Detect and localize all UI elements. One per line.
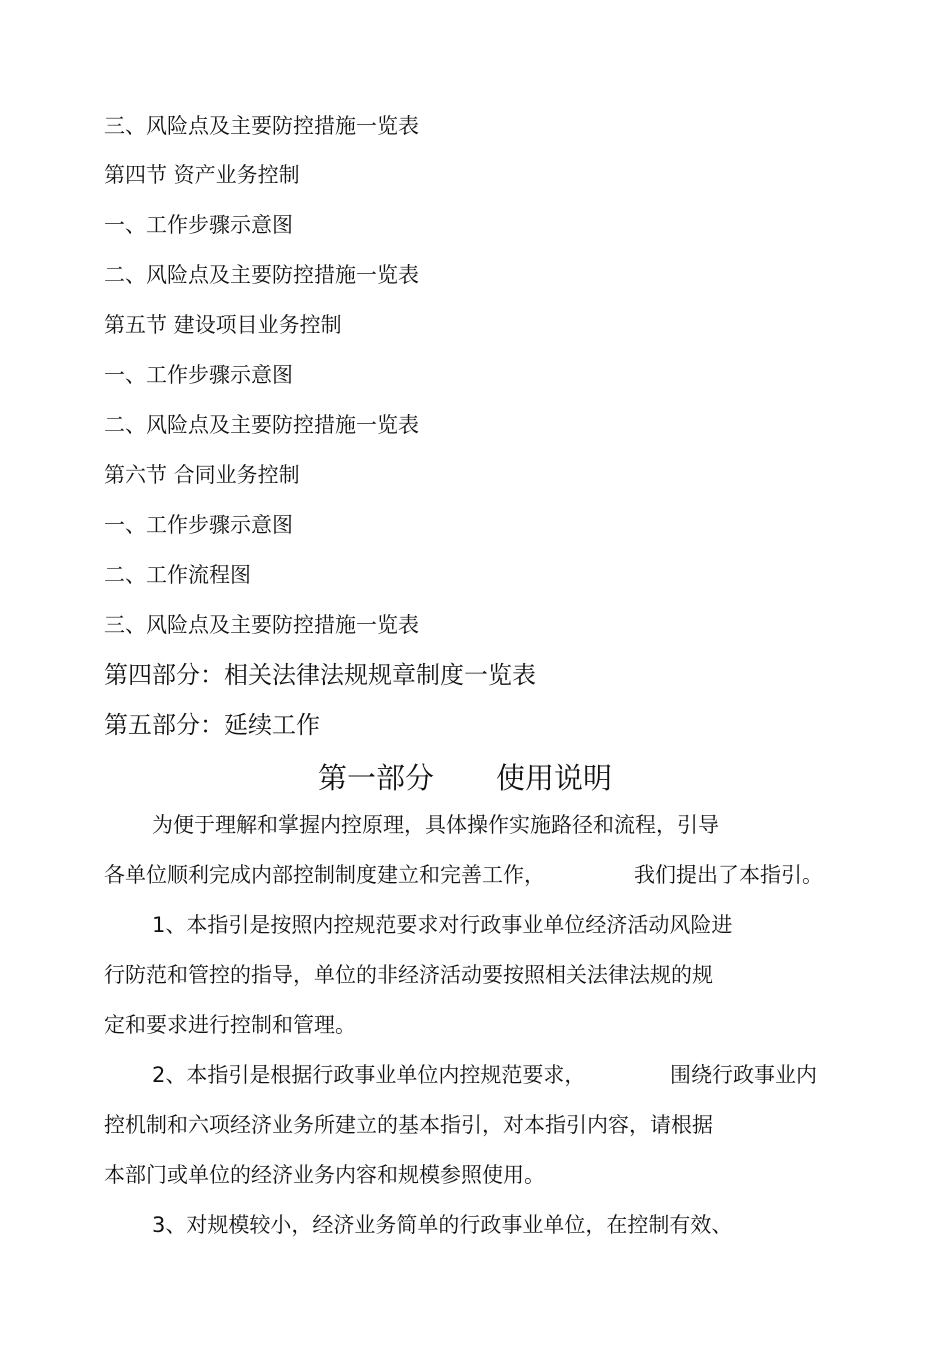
title-part: 第一部分 (318, 761, 435, 795)
paragraph-line: 为便于理解和掌握内控原理，具体操作实施路径和流程，引导 (152, 813, 719, 837)
paragraph-line: 本部门或单位的经济业务内容和规模参照使用。 (104, 1163, 545, 1187)
paragraph-line: 行防范和管控的指导，单位的非经济活动要按照相关法律法规的规 (104, 963, 713, 987)
toc-item: 一、工作步骤示意图 (104, 213, 293, 237)
toc-part-heading: 第五部分：延续工作 (104, 711, 320, 739)
paragraph-line: 我们提出了本指引。 (634, 863, 823, 887)
paragraph-line: 围绕行政事业内 (670, 1063, 817, 1087)
paragraph-line: 2、本指引是根据行政事业单位内控规范要求， (152, 1063, 586, 1087)
page-title (0, 758, 950, 798)
paragraph-line: 定和要求进行控制和管理。 (104, 1013, 356, 1037)
toc-item: 一、工作步骤示意图 (104, 363, 293, 387)
toc-item: 三、风险点及主要防控措施一览表 (104, 613, 419, 637)
toc-section-heading: 第五节 建设项目业务控制 (104, 313, 342, 337)
paragraph-line: 1、本指引是按照内控规范要求对行政事业单位经济活动风险进 (152, 913, 733, 937)
toc-item: 二、风险点及主要防控措施一览表 (104, 263, 419, 287)
toc-part-heading: 第四部分：相关法律法规规章制度一览表 (104, 661, 536, 689)
toc-section-heading: 第六节 合同业务控制 (104, 463, 300, 487)
toc-item: 二、风险点及主要防控措施一览表 (104, 413, 419, 437)
toc-section-heading: 第四节 资产业务控制 (104, 163, 300, 187)
toc-item: 三、风险点及主要防控措施一览表 (104, 114, 419, 138)
toc-item: 一、工作步骤示意图 (104, 513, 293, 537)
toc-item: 二、工作流程图 (104, 563, 251, 587)
paragraph-line: 3、对规模较小，经济业务简单的行政事业单位，在控制有效、 (152, 1213, 733, 1237)
paragraph-line: 控机制和六项经济业务所建立的基本指引，对本指引内容，请根据 (104, 1113, 713, 1137)
title-name: 使用说明 (496, 761, 613, 795)
paragraph-line: 各单位顺利完成内部控制制度建立和完善工作， (104, 863, 545, 887)
